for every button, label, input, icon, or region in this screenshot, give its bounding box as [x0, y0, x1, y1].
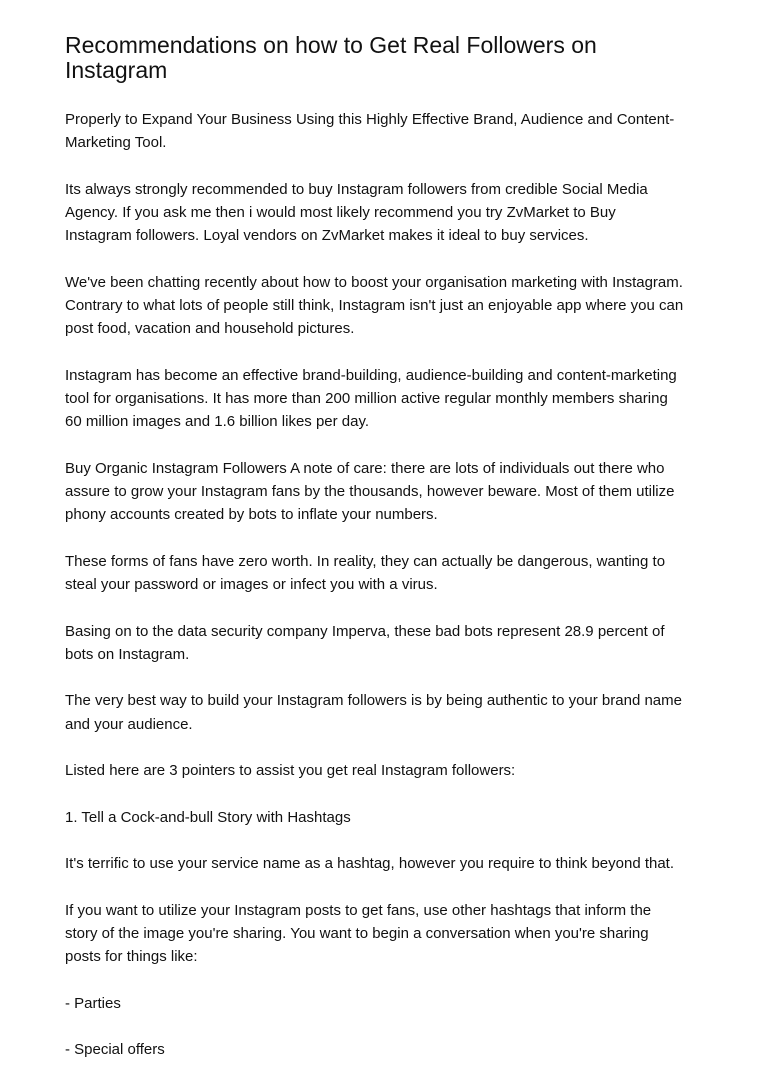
document-title: [65, 33, 597, 83]
document-body: [65, 108, 683, 1085]
paragraph-line: Contrary to what lots of people still think, Instagram isn't just an enjoyable app where you can: [65, 297, 684, 314]
title-line: Instagram: [65, 57, 168, 83]
paragraph-line: Marketing Tool.: [65, 134, 167, 152]
title-line: Recommendations on how to Get Real Followers on: [65, 32, 597, 58]
paragraph-line: These forms of fans have zero worth. In reality, they can actually be dangerous, wanting to: [65, 552, 666, 570]
paragraph-line: assure to grow your Instagram fans by the thousands, however beware. Most of them utilize: [65, 483, 675, 500]
paragraph-line: steal your password or images or infect you with a virus.: [65, 576, 438, 593]
paragraph-line: Basing on to the data security company Imperva, these bad bots represent 28.9 percent of: [65, 622, 665, 640]
paragraph: [65, 759, 683, 782]
paragraph-line: - Parties: [65, 994, 121, 1012]
paragraph-line: post food, vacation and household pictures.: [65, 320, 355, 338]
paragraph-line: Its always strongly recommended to buy Instagram followers from credible Social Media: [65, 180, 648, 198]
paragraph: [65, 108, 683, 155]
paragraph-line: We've been chatting recently about how to boost your organisation marketing with Instagram.: [65, 273, 683, 291]
paragraph-line: Agency. If you ask me then i would most likely recommend you try ZvMarket to Buy: [65, 204, 616, 221]
paragraph: [65, 457, 683, 527]
paragraph-line: story of the image you're sharing. You want to begin a conversation when you're sharing: [65, 924, 649, 942]
paragraph-line: 60 million images and 1.6 billion likes per day.: [65, 413, 370, 431]
paragraph-line: and your audience.: [65, 715, 193, 733]
paragraph-line: It's terrific to use your service name as a hashtag, however you require to think beyond that.: [65, 855, 675, 872]
paragraph-line: Buy Organic Instagram Followers A note of care: there are lots of individuals out there who: [65, 459, 665, 477]
paragraph-line: posts for things like:: [65, 948, 198, 965]
paragraph-line: Instagram followers. Loyal vendors on ZvMarket makes it ideal to buy services.: [65, 227, 589, 245]
paragraph-line: If you want to utilize your Instagram posts to get fans, use other hashtags that inform the: [65, 901, 652, 919]
paragraph: [65, 620, 683, 667]
paragraph-line: Instagram has become an effective brand-building, audience-building and content-marketing: [65, 366, 677, 384]
paragraph: [65, 852, 683, 875]
paragraph-line: - Special offers: [65, 1041, 165, 1058]
paragraph: [65, 899, 683, 969]
paragraph-line: 1. Tell a Cock-and-bull Story with Hashtags: [65, 808, 351, 826]
paragraph: [65, 689, 683, 736]
paragraph-line: The very best way to build your Instagram followers is by being authentic to your brand name: [65, 692, 682, 710]
paragraph: [65, 550, 683, 597]
paragraph: [65, 992, 683, 1015]
paragraph-line: phony accounts created by bots to inflate your numbers.: [65, 506, 438, 524]
paragraph: [65, 1038, 683, 1061]
paragraph-line: tool for organisations. It has more than 200 million active regular monthly members sharing: [65, 390, 668, 407]
paragraph-line: Properly to Expand Your Business Using this Highly Effective Brand, Audience and Content-: [65, 111, 675, 128]
paragraph: [65, 806, 683, 829]
paragraph: [65, 271, 683, 341]
paragraph: [65, 178, 683, 248]
paragraph-line: bots on Instagram.: [65, 645, 190, 663]
paragraph: [65, 364, 683, 434]
paragraph-line: Listed here are 3 pointers to assist you get real Instagram followers:: [65, 762, 516, 779]
